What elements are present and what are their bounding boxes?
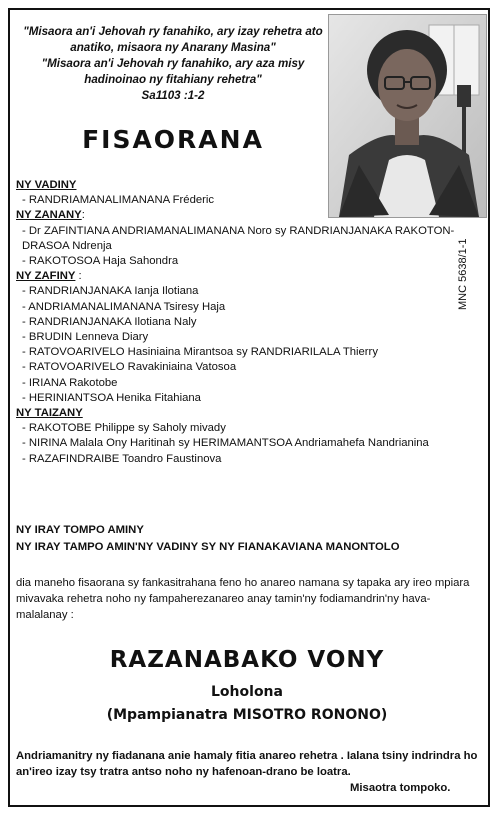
heading-zanany: NY ZANANY <box>16 209 82 222</box>
closing-thanks: Misaotra tompoko. <box>350 782 451 794</box>
obituary-frame <box>8 8 490 807</box>
heading-zafiny-suffix: : <box>75 270 82 283</box>
quote-line-2: "Misaora an'i Jehovah ry fanahiko, ary aza misy hadinoinao ny fitahiany rehetra" <box>41 57 305 86</box>
heading-zafiny: NY ZAFINY <box>16 270 76 283</box>
list-item: - NIRINA Malala Ony Haritinah sy HERIMAMANTSOA Andriamahefa Nandrianina <box>22 437 429 450</box>
list-item: - HERINIANTSOA Henika Fitahiana <box>22 391 201 404</box>
deceased-title: Loholona <box>211 684 283 700</box>
list-item: - Dr ZAFINTIANA ANDRIAMANALIMANANA Noro sy RANDRIANJANAKA RAKOTON-DRASOA Ndrenja <box>22 224 455 252</box>
section-taizany <box>16 406 476 467</box>
thanks-paragraph: dia maneho fisaorana sy fankasitrahana feno ho anareo namana sy tapaka ary ireo mpiara mivavaka rehetra noho ny fampaherezanareo anay tamin'ny fodiamandrin'ny hava-malalanay : <box>16 577 470 621</box>
family-list <box>16 178 476 467</box>
list-item: - RAKOTOSOA Haja Sahondra <box>22 255 179 268</box>
section-vadiny <box>16 178 476 208</box>
section-zafiny <box>16 269 476 406</box>
heading-zanany-suffix: : <box>81 209 85 222</box>
heading-taizany: NY TAIZANY <box>16 407 83 420</box>
list-item: - RATOVOARIVELO Ravakiniaina Vatosoa <box>22 361 237 374</box>
mourners-line-1: NY IRAY TOMPO AMINY <box>16 524 144 536</box>
mourners-line-2: NY IRAY TAMPO AMIN'NY VADINY SY NY FIANAKAVIANA MANONTOLO <box>16 541 400 553</box>
list-item: - IRIANA Rakotobe <box>22 376 118 389</box>
list-item: - RANDRIANJANAKA Ianja Ilotiana <box>22 285 199 298</box>
list-item: - ANDRIAMANALIMANANA Tsiresy Haja <box>22 300 226 313</box>
mourners-block <box>16 522 476 556</box>
quote-reference: Sa1103 :1-2 <box>141 89 205 102</box>
list-item: - RANDRIANJANAKA Ilotiana Naly <box>22 315 197 328</box>
quote-line-1: "Misaora an'i Jehovah ry fanahiko, ary izay rehetra ato anatiko, misaora ny Anarany Masina" <box>23 25 323 54</box>
bible-quote <box>18 24 328 104</box>
list-item: - BRUDIN Lenneva Diary <box>22 331 149 344</box>
heading-vadiny: NY VADINY <box>16 179 77 191</box>
list-item: - RANDRIAMANALIMANANA Fréderic <box>22 194 215 207</box>
notice-title: FISAORANA <box>82 125 264 154</box>
list-item: - RATOVOARIVELO Hasiniaina Mirantsoa sy RANDRIARILALA Thierry <box>22 346 378 359</box>
list-item: - RAKOTOBE Philippe sy Saholy mivady <box>22 422 226 435</box>
reference-code: MNC 5638/1-1 <box>457 238 469 310</box>
deceased-role: (Mpampianatra MISOTRO RONONO) <box>106 707 388 723</box>
section-zanany <box>16 208 476 269</box>
list-item: - RAZAFINDRAIBE Toandro Faustinova <box>22 452 222 465</box>
closing-text: Andriamanitry ny fiadanana anie hamaly fitia anareo rehetra . Ialana tsiny indrindra ho an'ireo izay tsy tratra antso noho ny hafenoan-drano be loatra. <box>16 750 478 778</box>
deceased-name: RAZANABAKO VONY <box>109 647 385 673</box>
